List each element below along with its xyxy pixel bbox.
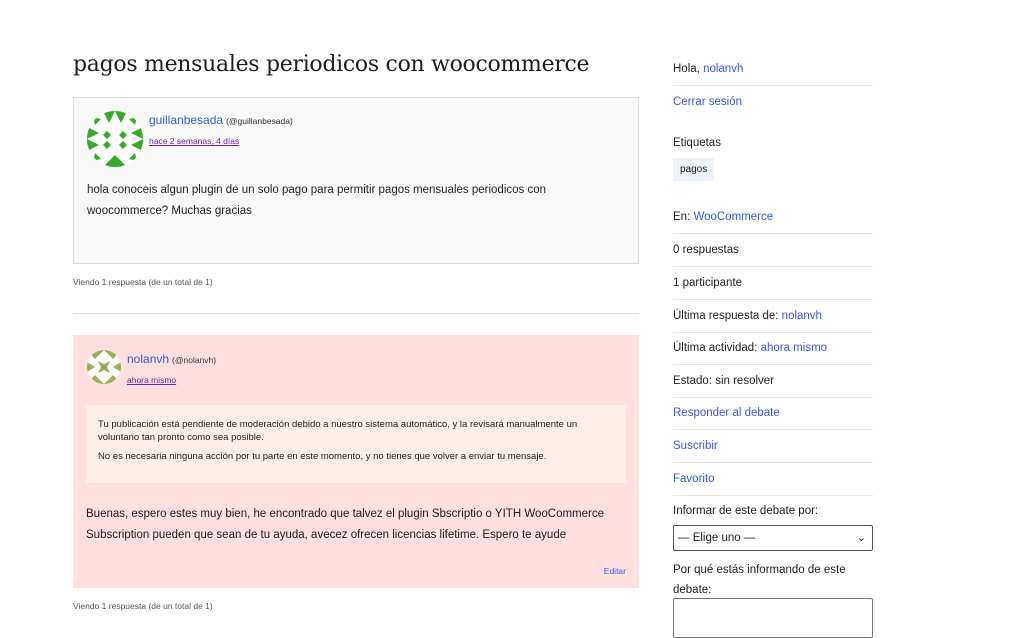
last-reply-user-link[interactable]: nolanvh	[781, 310, 822, 322]
replies-count: 0 respuestas	[673, 234, 873, 267]
divider	[73, 313, 639, 314]
author-handle: (@guillanbesada)	[226, 116, 293, 126]
post-body: hola conoceis algun plugin de un solo pago para permitir pagos mensuales periodicos con woocommerce? Muchas gracias	[87, 184, 547, 217]
topic-post	[73, 97, 639, 264]
reply-post	[73, 335, 639, 588]
last-activity-link[interactable]: ahora mismo	[760, 342, 828, 354]
tag-pagos[interactable]: pagos	[673, 158, 714, 181]
author-link[interactable]: nolanvh	[127, 352, 170, 366]
avatar[interactable]	[87, 350, 121, 384]
reason-label: Por qué estás informando de este debate:	[673, 564, 846, 596]
post-date-link[interactable]: ahora mismo	[127, 375, 177, 385]
greeting	[673, 53, 873, 86]
notice-text: Tu publicación está pendiente de moderación debido a nuestro sistema automático, y la revisará manualmente un voluntario tan pronto como sea posible.	[98, 419, 578, 443]
post-body: Buenas, espero estes muy bien, he encontrado que talvez el plugin Sbscriptio o YITH WooCommerce Subscription pueden que sean de tu ayuda, avecez ofrecen licencias lifetime. Espero te ayude	[86, 508, 604, 541]
select-value: — Elige uno —	[678, 532, 756, 544]
pagination-count: Viendo 1 respuesta (de un total de 1)	[73, 601, 213, 611]
last-activity-label: Última actividad:	[673, 342, 758, 354]
participants-count: 1 participante	[673, 267, 873, 300]
topic-status: Estado: sin resolver	[673, 365, 873, 398]
report-reason-select[interactable]	[673, 525, 873, 551]
user-link[interactable]: nolanvh	[703, 63, 744, 75]
report-reason-textarea[interactable]	[673, 598, 873, 638]
author-link[interactable]: guillanbesada	[149, 113, 224, 127]
greeting-text: Hola,	[673, 63, 700, 75]
author-handle: (@nolanvh)	[172, 355, 217, 365]
post-author	[87, 111, 293, 167]
tags-label: Etiquetas	[673, 137, 721, 149]
last-activity	[673, 332, 873, 365]
last-reply	[673, 300, 873, 333]
subscribe-link[interactable]: Suscribir	[673, 440, 718, 452]
last-reply-label: Última respuesta de:	[673, 310, 779, 322]
pagination-count: Viendo 1 respuesta (de un total de 1)	[73, 277, 213, 287]
report-label: Informar de este debate por:	[673, 505, 819, 517]
notice-text: No es necesaria ninguna acción por tu parte en este momento, y no tienes que volver a enviar tu mensaje.	[98, 451, 547, 462]
moderation-notice	[86, 405, 626, 483]
post-date-link[interactable]: hace 2 semanas, 4 días	[149, 136, 240, 146]
forum-label: En:	[673, 211, 691, 223]
forum-link[interactable]: WooCommerce	[693, 211, 774, 223]
logout-link[interactable]: Cerrar sesión	[673, 96, 743, 108]
chevron-down-icon: ⌄	[856, 532, 866, 544]
edit-link[interactable]: Editar	[603, 566, 626, 576]
avatar[interactable]	[87, 111, 143, 167]
reply-topic-link[interactable]: Responder al debate	[673, 407, 780, 419]
page-title: pagos mensuales periodicos con woocommerce	[73, 52, 590, 77]
post-author	[87, 350, 216, 385]
forum-info	[673, 201, 873, 234]
favorite-link[interactable]: Favorito	[673, 473, 715, 485]
